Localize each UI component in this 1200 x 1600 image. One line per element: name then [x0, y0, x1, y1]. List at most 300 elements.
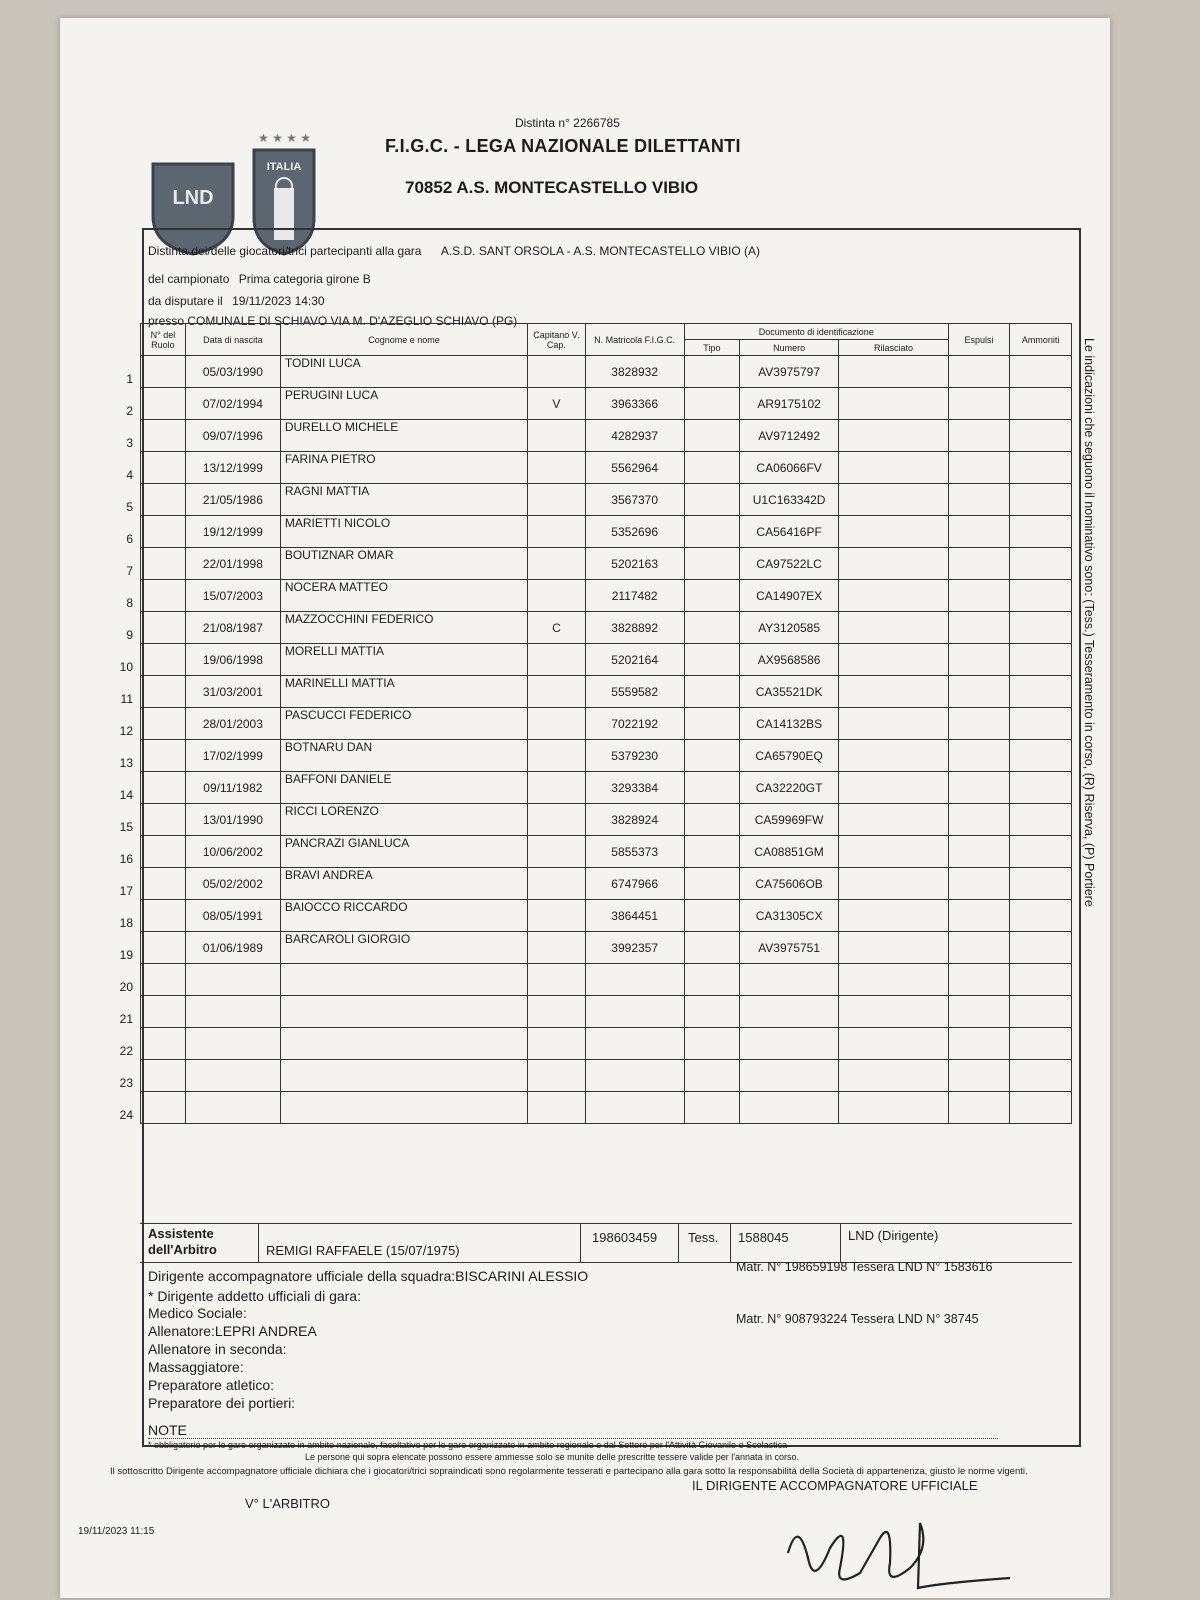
- tipo-cell: [684, 772, 739, 804]
- dob-cell: 28/01/2003: [185, 708, 280, 740]
- table-row: [141, 516, 1072, 548]
- espulsi-cell: [948, 708, 1010, 740]
- row-number: 20: [119, 979, 133, 994]
- assistant-numero: 1588045: [738, 1230, 789, 1245]
- table-row: [141, 644, 1072, 676]
- ammoniti-cell: [1010, 388, 1072, 420]
- dob-cell: 19/06/1998: [185, 644, 280, 676]
- documento-cell: AV9712492: [740, 420, 839, 452]
- captain-cell: [528, 1060, 585, 1092]
- captain-cell: [528, 548, 585, 580]
- allenatore-matricola: Matr. N° 908793224 Tessera LND N° 38745: [736, 1312, 979, 1326]
- ammoniti-cell: [1010, 772, 1072, 804]
- espulsi-cell: [948, 356, 1010, 388]
- obbligatorio-note: * obbligatorio per le gare organizzate in ambito nazionale, facoltativo per le gare organizzate in ambito regionale e dal Settore per l'Attività Giovanile e Scolastica: [148, 1440, 788, 1450]
- col-espulsi: Espulsi: [948, 324, 1010, 356]
- ruolo-cell: [119, 1092, 186, 1124]
- matricola-cell: 5352696: [585, 516, 684, 548]
- documento-cell: CA97522LC: [740, 548, 839, 580]
- assistant-label: Assistente dell'Arbitro: [148, 1226, 217, 1257]
- ammoniti-cell: [1010, 868, 1072, 900]
- info-championship: [148, 272, 371, 286]
- col-rilasciato: Rilasciato: [839, 340, 949, 356]
- rilasciato-cell: [839, 996, 949, 1028]
- tipo-cell: [684, 964, 739, 996]
- documento-cell: U1C163342D: [740, 484, 839, 516]
- rilasciato-cell: [839, 900, 949, 932]
- ammoniti-cell: [1010, 1028, 1072, 1060]
- rilasciato-cell: [839, 676, 949, 708]
- ammoniti-cell: [1010, 836, 1072, 868]
- rilasciato-cell: [839, 548, 949, 580]
- matricola-cell: 5855373: [585, 836, 684, 868]
- matricola-cell: 4282937: [585, 420, 684, 452]
- side-legend: Le indicazioni che seguono il nominativo sono: (Tess.) Tesseramento in corso, (R) Riserva, (P) Portiere: [1082, 338, 1096, 907]
- ammoniti-cell: [1010, 484, 1072, 516]
- captain-cell: [528, 836, 585, 868]
- ammoniti-cell: [1010, 612, 1072, 644]
- table-row: [141, 1060, 1072, 1092]
- note-line: [148, 1422, 998, 1439]
- rilasciato-cell: [839, 484, 949, 516]
- documento-cell: AV3975751: [740, 932, 839, 964]
- captain-cell: [528, 580, 585, 612]
- table-row: [141, 356, 1072, 388]
- rilasciato-cell: [839, 420, 949, 452]
- documento-cell: CA06066FV: [740, 452, 839, 484]
- rilasciato-cell: [839, 1060, 949, 1092]
- document-sheet: [60, 18, 1110, 1598]
- ammoniti-cell: [1010, 420, 1072, 452]
- tipo-cell: [684, 996, 739, 1028]
- dob-cell: 15/07/2003: [185, 580, 280, 612]
- tipo-cell: [684, 676, 739, 708]
- dob-cell: 09/11/1982: [185, 772, 280, 804]
- dob-cell: 05/02/2002: [185, 868, 280, 900]
- tipo-cell: [684, 548, 739, 580]
- tipo-cell: [684, 1092, 739, 1124]
- col-matricola: N. Matricola F.I.G.C.: [585, 324, 684, 356]
- table-row: [141, 900, 1072, 932]
- name-cell: [280, 1060, 527, 1092]
- espulsi-cell: [948, 580, 1010, 612]
- captain-cell: [528, 900, 585, 932]
- espulsi-cell: [948, 996, 1010, 1028]
- ruolo-cell: [119, 1060, 186, 1092]
- table-row: [141, 836, 1072, 868]
- table-row: [141, 964, 1072, 996]
- ruolo-cell: [119, 644, 186, 676]
- espulsi-cell: [948, 484, 1010, 516]
- dob-cell: 05/03/1990: [185, 356, 280, 388]
- name-cell: FARINA PIETRO: [280, 452, 527, 484]
- tipo-cell: [684, 868, 739, 900]
- match-label: Distinta dei/delle giocatori/trici partecipanti alla gara: [148, 244, 422, 258]
- row-number: 1: [126, 371, 133, 386]
- documento-cell: [740, 1028, 839, 1060]
- tipo-cell: [684, 484, 739, 516]
- captain-cell: [528, 676, 585, 708]
- matricola-cell: 3963366: [585, 388, 684, 420]
- ammoniti-cell: [1010, 740, 1072, 772]
- table-row: [141, 740, 1072, 772]
- ammoniti-cell: [1010, 676, 1072, 708]
- matricola-cell: 5562964: [585, 452, 684, 484]
- espulsi-cell: [948, 676, 1010, 708]
- ruolo-cell: [119, 1028, 186, 1060]
- matricola-cell: 3992357: [585, 932, 684, 964]
- col-capitano: Capitano V. Cap.: [528, 324, 585, 356]
- table-row: [141, 868, 1072, 900]
- dob-cell: 17/02/1999: [185, 740, 280, 772]
- atletico-line: Preparatore atletico:: [148, 1377, 275, 1393]
- rilasciato-cell: [839, 612, 949, 644]
- captain-cell: [528, 1092, 585, 1124]
- roster-body: [119, 356, 1072, 1124]
- assistant-matricola: 198603459: [592, 1230, 658, 1245]
- row-number: 15: [119, 819, 133, 834]
- dob-cell: [185, 1060, 280, 1092]
- name-cell: [280, 996, 527, 1028]
- captain-cell: [528, 932, 585, 964]
- captain-cell: V: [528, 388, 585, 420]
- dob-cell: [185, 1028, 280, 1060]
- dob-cell: [185, 996, 280, 1028]
- captain-cell: [528, 772, 585, 804]
- name-cell: [280, 964, 527, 996]
- tipo-cell: [684, 900, 739, 932]
- rilasciato-cell: [839, 1092, 949, 1124]
- rilasciato-cell: [839, 772, 949, 804]
- espulsi-cell: [948, 452, 1010, 484]
- dob-cell: 13/01/1990: [185, 804, 280, 836]
- table-row: [141, 804, 1072, 836]
- espulsi-cell: [948, 516, 1010, 548]
- massaggiatore-line: Massaggiatore:: [148, 1359, 244, 1375]
- espulsi-cell: [948, 740, 1010, 772]
- matricola-cell: 5202163: [585, 548, 684, 580]
- col-documento: Documento di identificazione: [684, 324, 948, 340]
- name-cell: BARCAROLI GIORGIO: [280, 932, 527, 964]
- seconda-line: Allenatore in seconda:: [148, 1341, 287, 1357]
- captain-cell: [528, 484, 585, 516]
- date-value: 19/11/2023 14:30: [232, 294, 325, 308]
- dob-cell: 21/05/1986: [185, 484, 280, 516]
- name-cell: DURELLO MICHELE: [280, 420, 527, 452]
- tipo-cell: [684, 580, 739, 612]
- name-cell: [280, 1028, 527, 1060]
- rilasciato-cell: [839, 868, 949, 900]
- rilasciato-cell: [839, 740, 949, 772]
- matricola-cell: [585, 996, 684, 1028]
- ruolo-cell: [126, 612, 186, 644]
- name-cell: MORELLI MATTIA: [280, 644, 527, 676]
- ammoniti-cell: [1010, 804, 1072, 836]
- tipo-cell: [684, 804, 739, 836]
- captain-cell: [528, 452, 585, 484]
- ruolo-cell: [119, 964, 186, 996]
- row-number: 16: [119, 851, 133, 866]
- name-cell: BRAVI ANDREA: [280, 868, 527, 900]
- documento-cell: CA14132BS: [740, 708, 839, 740]
- ruolo-cell: [126, 420, 186, 452]
- documento-cell: CA14907EX: [740, 580, 839, 612]
- name-cell: PERUGINI LUCA: [280, 388, 527, 420]
- captain-cell: [528, 356, 585, 388]
- row-number: 10: [119, 659, 133, 674]
- espulsi-cell: [948, 1092, 1010, 1124]
- tipo-cell: [684, 1028, 739, 1060]
- documento-cell: AR9175102: [740, 388, 839, 420]
- captain-cell: [528, 740, 585, 772]
- rilasciato-cell: [839, 836, 949, 868]
- ammoniti-cell: [1010, 356, 1072, 388]
- ruolo-cell: [119, 804, 186, 836]
- rilasciato-cell: [839, 964, 949, 996]
- documento-cell: CA75606OB: [740, 868, 839, 900]
- ruolo-cell: [126, 516, 186, 548]
- captain-cell: [528, 868, 585, 900]
- name-cell: MARIETTI NICOLO: [280, 516, 527, 548]
- espulsi-cell: [948, 388, 1010, 420]
- name-cell: BAIOCCO RICCARDO: [280, 900, 527, 932]
- espulsi-cell: [948, 932, 1010, 964]
- ammoniti-cell: [1010, 580, 1072, 612]
- tipo-cell: [684, 644, 739, 676]
- documento-cell: CA32220GT: [740, 772, 839, 804]
- table-row: [141, 484, 1072, 516]
- dob-cell: 13/12/1999: [185, 452, 280, 484]
- portieri-line: Preparatore dei portieri:: [148, 1395, 296, 1411]
- matricola-cell: 2117482: [585, 580, 684, 612]
- espulsi-cell: [948, 772, 1010, 804]
- ruolo-cell: [126, 548, 186, 580]
- name-cell: MARINELLI MATTIA: [280, 676, 527, 708]
- documento-cell: CA31305CX: [740, 900, 839, 932]
- table-row: [141, 1092, 1072, 1124]
- matricola-cell: 7022192: [585, 708, 684, 740]
- ammoniti-cell: [1010, 996, 1072, 1028]
- captain-cell: C: [528, 612, 585, 644]
- distinta-number: Distinta n° 2266785: [515, 116, 620, 130]
- captain-cell: [528, 708, 585, 740]
- rilasciato-cell: [839, 388, 949, 420]
- ruolo-cell: [119, 772, 186, 804]
- matricola-cell: [585, 1092, 684, 1124]
- ruolo-cell: [126, 388, 186, 420]
- match-value: A.S.D. SANT ORSOLA - A.S. MONTECASTELLO VIBIO (A): [440, 244, 761, 258]
- captain-cell: [528, 804, 585, 836]
- col-numero: Numero: [740, 340, 839, 356]
- ruolo-cell: [119, 740, 186, 772]
- table-row: [141, 612, 1072, 644]
- roster-table: [119, 323, 1072, 1124]
- dob-cell: 01/06/1989: [185, 932, 280, 964]
- matricola-cell: 5559582: [585, 676, 684, 708]
- espulsi-cell: [948, 1060, 1010, 1092]
- espulsi-cell: [948, 644, 1010, 676]
- svg-text:★ ★ ★ ★: ★ ★ ★ ★: [258, 131, 312, 145]
- persone-note: Le persone qui sopra elencate possono essere ammesse solo se munite delle prescritte tessere valide per l'annata in corso.: [305, 1452, 799, 1462]
- print-timestamp: 19/11/2023 11:15: [78, 1526, 155, 1537]
- name-cell: NOCERA MATTEO: [280, 580, 527, 612]
- matricola-cell: 3567370: [585, 484, 684, 516]
- ammoniti-cell: [1010, 516, 1072, 548]
- name-cell: RAGNI MATTIA: [280, 484, 527, 516]
- ruolo-cell: [119, 932, 186, 964]
- documento-cell: CA65790EQ: [740, 740, 839, 772]
- espulsi-cell: [948, 1028, 1010, 1060]
- row-number: 17: [119, 883, 133, 898]
- row-number: 5: [126, 499, 133, 514]
- assistant-name: REMIGI RAFFAELE (15/07/1975): [266, 1243, 460, 1258]
- page-title: F.I.G.C. - LEGA NAZIONALE DILETTANTI: [385, 136, 741, 156]
- ammoniti-cell: [1010, 932, 1072, 964]
- dob-cell: 08/05/1991: [185, 900, 280, 932]
- name-cell: TODINI LUCA: [280, 356, 527, 388]
- ruolo-cell: [119, 996, 186, 1028]
- espulsi-cell: [948, 868, 1010, 900]
- ammoniti-cell: [1010, 964, 1072, 996]
- espulsi-cell: [948, 836, 1010, 868]
- col-tipo: Tipo: [684, 340, 739, 356]
- col-ammoniti: Ammoniti: [1010, 324, 1072, 356]
- table-row: [141, 676, 1072, 708]
- arbitro-label: V° L'ARBITRO: [245, 1496, 330, 1511]
- row-number: 4: [126, 467, 133, 482]
- table-row: [141, 932, 1072, 964]
- dob-cell: 21/08/1987: [185, 612, 280, 644]
- matricola-cell: [585, 1028, 684, 1060]
- declaration: Il sottoscritto Dirigente accompagnatore ufficiale dichiara che i giocatori/trici sopraindicati sono regolarmente tesserati e partecipano alla gara sotto la responsabilità della Società di appartenenza, giusto le norme vigenti.: [110, 1466, 1028, 1477]
- ammoniti-cell: [1010, 1092, 1072, 1124]
- name-cell: [280, 1092, 527, 1124]
- table-row: [141, 580, 1072, 612]
- documento-cell: CA59969FW: [740, 804, 839, 836]
- matricola-cell: 3864451: [585, 900, 684, 932]
- rilasciato-cell: [839, 516, 949, 548]
- col-nome: Cognome e nome: [280, 324, 527, 356]
- documento-cell: [740, 1060, 839, 1092]
- rilasciato-cell: [839, 708, 949, 740]
- name-cell: RICCI LORENZO: [280, 804, 527, 836]
- documento-cell: CA56416PF: [740, 516, 839, 548]
- espulsi-cell: [948, 804, 1010, 836]
- name-cell: PASCUCCI FEDERICO: [280, 708, 527, 740]
- table-row: [141, 548, 1072, 580]
- table-row: [141, 708, 1072, 740]
- info-match: [148, 244, 760, 258]
- documento-cell: AX9568586: [740, 644, 839, 676]
- lnd-logo-text: LND: [172, 187, 214, 209]
- assistant-row: [140, 1223, 1072, 1263]
- documento-cell: AY3120585: [740, 612, 839, 644]
- championship-value: Prima categoria girone B: [238, 272, 371, 286]
- row-number: 6: [126, 531, 133, 546]
- rilasciato-cell: [839, 1028, 949, 1060]
- ammoniti-cell: [1010, 452, 1072, 484]
- row-number: 24: [119, 1107, 133, 1122]
- dirigente-matricola: Matr. N° 198659198 Tessera LND N° 1583616: [736, 1260, 993, 1274]
- ruolo-cell: [119, 836, 186, 868]
- rilasciato-cell: [839, 804, 949, 836]
- table-row: [141, 388, 1072, 420]
- tipo-cell: [684, 420, 739, 452]
- allenatore-line: Allenatore:LEPRI ANDREA: [148, 1323, 317, 1339]
- table-row: [141, 772, 1072, 804]
- note-label: NOTE: [148, 1422, 187, 1438]
- dob-cell: 31/03/2001: [185, 676, 280, 708]
- tipo-cell: [684, 740, 739, 772]
- matricola-cell: 3828932: [585, 356, 684, 388]
- row-number: 14: [119, 787, 133, 802]
- captain-cell: [528, 516, 585, 548]
- captain-cell: [528, 964, 585, 996]
- table-row: [141, 420, 1072, 452]
- row-number: 22: [119, 1043, 133, 1058]
- assistant-tipo: Tess.: [688, 1230, 719, 1245]
- tipo-cell: [684, 612, 739, 644]
- row-number: 18: [119, 915, 133, 930]
- ruolo-cell: [126, 452, 186, 484]
- matricola-cell: [585, 1060, 684, 1092]
- row-number: 13: [119, 755, 133, 770]
- espulsi-cell: [948, 900, 1010, 932]
- row-number: 7: [126, 563, 133, 578]
- ruolo-cell: [120, 676, 186, 708]
- row-number: 19: [119, 947, 133, 962]
- ruolo-cell: [119, 868, 186, 900]
- tipo-cell: [684, 932, 739, 964]
- tipo-cell: [684, 516, 739, 548]
- row-number: 12: [119, 723, 133, 738]
- tipo-cell: [684, 708, 739, 740]
- name-cell: MAZZOCCHINI FEDERICO: [280, 612, 527, 644]
- table-row: [141, 1028, 1072, 1060]
- ruolo-cell: [126, 356, 186, 388]
- documento-cell: [740, 996, 839, 1028]
- ruolo-cell: [126, 580, 186, 612]
- ammoniti-cell: [1010, 1060, 1072, 1092]
- signature: [780, 1508, 1040, 1598]
- dob-cell: [185, 1092, 280, 1124]
- dirigente-line: Dirigente accompagnatore ufficiale della squadra:BISCARINI ALESSIO: [148, 1268, 589, 1284]
- col-nascita: Data di nascita: [185, 324, 280, 356]
- dob-cell: 07/02/1994: [185, 388, 280, 420]
- captain-cell: [528, 644, 585, 676]
- italia-logo-text: ITALIA: [266, 161, 302, 173]
- matricola-cell: 6747966: [585, 868, 684, 900]
- rilasciato-cell: [839, 644, 949, 676]
- matricola-cell: [585, 964, 684, 996]
- captain-cell: [528, 996, 585, 1028]
- rilasciato-cell: [839, 356, 949, 388]
- documento-cell: [740, 1092, 839, 1124]
- matricola-cell: 3828924: [585, 804, 684, 836]
- medico-line: Medico Sociale:: [148, 1305, 247, 1321]
- ammoniti-cell: [1010, 708, 1072, 740]
- tipo-cell: [684, 356, 739, 388]
- assistant-rilasciato: LND (Dirigente): [848, 1228, 939, 1243]
- venue-label: presso: [148, 314, 185, 328]
- espulsi-cell: [948, 420, 1010, 452]
- ruolo-cell: [119, 900, 186, 932]
- date-label: da disputare il: [148, 294, 223, 308]
- espulsi-cell: [948, 612, 1010, 644]
- tipo-cell: [684, 1060, 739, 1092]
- dirigente-signature-label: IL DIRIGENTE ACCOMPAGNATORE UFFICIALE: [692, 1478, 978, 1493]
- documento-cell: [740, 964, 839, 996]
